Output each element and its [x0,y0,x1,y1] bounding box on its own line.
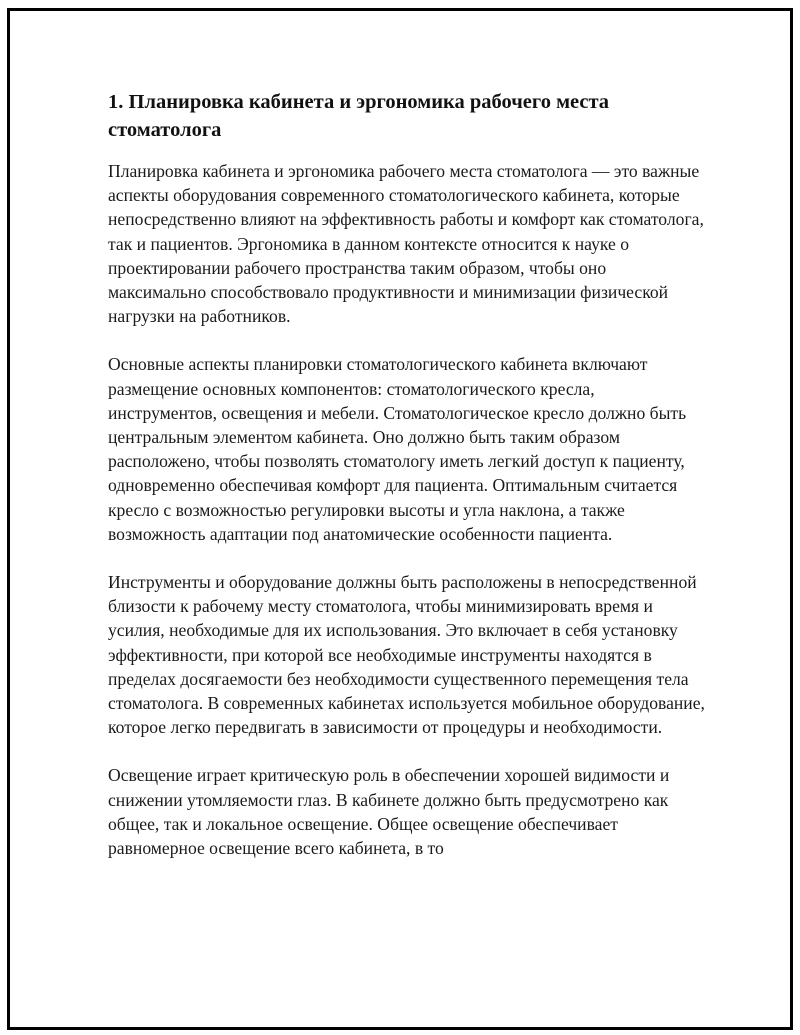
paragraph-2: Основные аспекты планировки стоматологического кабинета включают размещение основных компонентов: стоматологического кресла, инструментов, освещения и мебели. Стоматологическое кресло должно быть центральным элементом кабинета. Оно должно быть таким образом расположено, чтобы позволять стоматологу иметь легкий доступ к пациенту, одновременно обеспечивая комфорт для пациента. Оптимальным считается кресло с возможностью регулировки высоты и угла наклона, а также возможность адаптации под анатомические особенности пациента. [108,354,687,544]
section-heading: 1. Планировка кабинета и эргономика рабочего места стоматолога [108,91,610,141]
paragraph-4: Освещение играет критическую роль в обеспечении хорошей видимости и снижении утомляемости глаз. В кабинете должно быть предусмотрено как общее, так и локальное освещение. Общее освещение обеспечивает равномерное освещение всего кабинета, в то [108,765,670,859]
paragraph-1: Планировка кабинета и эргономика рабочего места стоматолога — это важные аспекты оборудования современного стоматологического кабинета, которые непосредственно влияют на эффективность работы и комфорт как стоматолога, так и пациентов. Эргономика в данном контексте относится к науке о проектировании рабочего пространства таким образом, чтобы оно максимально способствовало продуктивности и минимизации физической нагрузки на работников. [108,161,704,327]
document-body [108,88,708,884]
paragraph-3: Инструменты и оборудование должны быть расположены в непосредственной близости к рабочему месту стоматолога, чтобы минимизировать время и усилия, необходимые для их использования. Это включает в себя установку эффективности, при которой все необходимые инструменты находятся в пределах досягаемости без необходимости существенного перемещения тела стоматолога. В современных кабинетах используется мобильное оборудование, которое легко передвигать в зависимости от процедуры и необходимости. [108,572,705,738]
